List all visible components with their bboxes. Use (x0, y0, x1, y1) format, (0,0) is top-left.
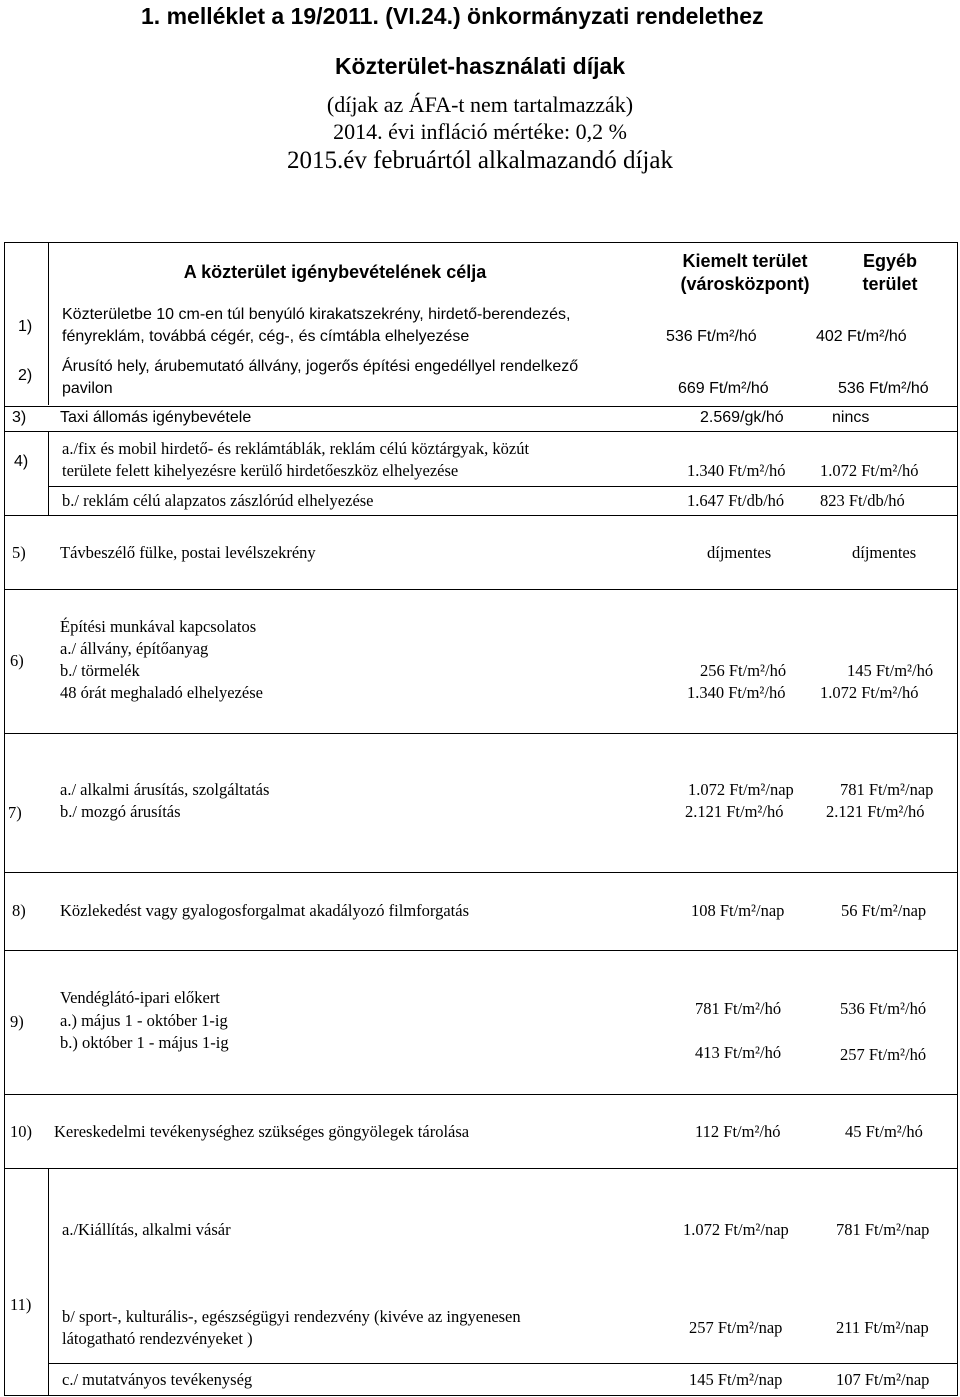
row-number: 8) (12, 901, 26, 920)
header-purpose: A közterület igénybevételének célja (183, 262, 487, 282)
row-11b-description-line2: látogatható rendezvényeket ) (62, 1329, 253, 1348)
row-5-egyeb-fee: díjmentes (852, 543, 917, 562)
row-number: 5) (12, 543, 26, 562)
row-number: 11) (10, 1295, 32, 1314)
row-11c-kiemelt-fee: 145 Ft/m²/nap (689, 1370, 783, 1389)
row-1-kiemelt-fee: 536 Ft/m²/hó (666, 328, 757, 345)
header-egyeb-line1: Egyéb (862, 251, 918, 271)
annex-title: 1. melléklet a 19/2011. (VI.24.) önkormányzati rendelethez (141, 3, 764, 29)
row-number: 10) (10, 1122, 32, 1141)
row-9b-kiemelt-fee: 413 Ft/m²/hó (695, 1043, 782, 1062)
header-kiemelt-line1: Kiemelt terület (682, 251, 808, 271)
row-3-kiemelt-fee: 2.569/gk/hó (700, 409, 784, 426)
row-9-description-line2: a.) május 1 - október 1-ig (60, 1011, 228, 1030)
row-11c-egyeb-fee: 107 Ft/m²/nap (836, 1370, 930, 1389)
row-7-description-line1: a./ alkalmi árusítás, szolgáltatás (60, 780, 270, 799)
row-8-egyeb-fee: 56 Ft/m²/nap (841, 901, 927, 920)
row-11b-kiemelt-fee: 257 Ft/m²/nap (689, 1318, 783, 1337)
row-6-description-line2: a./ állvány, építőanyag (60, 639, 209, 658)
row-9a-kiemelt-fee: 781 Ft/m²/hó (695, 999, 782, 1018)
row-4b-egyeb-fee: 823 Ft/db/hó (820, 491, 905, 510)
row-9a-egyeb-fee: 536 Ft/m²/hó (840, 999, 927, 1018)
row-7a-kiemelt-fee: 1.072 Ft/m²/nap (688, 780, 794, 799)
main-title: Közterület-használati díjak (334, 53, 626, 79)
row-5-kiemelt-fee: díjmentes (707, 543, 772, 562)
row-4b-description: b./ reklám célú alapzatos zászlórúd elhelyezése (62, 491, 374, 510)
row-6b-kiemelt-fee: 1.340 Ft/m²/hó (687, 683, 786, 702)
row-number: 9) (10, 1012, 24, 1031)
row-1-egyeb-fee: 402 Ft/m²/hó (816, 328, 907, 345)
row-4a-description-line1: a./fix és mobil hirdető- és reklámtáblák, reklám célú köztárgyak, közút (62, 439, 530, 458)
row-2-description-line1: Árusító hely, árubemutató állvány, jogerős építési engedéllyel rendelkező (62, 358, 579, 375)
row-7b-kiemelt-fee: 2.121 Ft/m²/hó (685, 802, 784, 821)
row-10-description: Kereskedelmi tevékenységhez szükséges göngyölegek tárolása (54, 1122, 470, 1141)
row-1-description-line2: fényreklám, továbbá cégér, cég-, és címtábla elhelyezése (62, 328, 470, 345)
row-7a-egyeb-fee: 781 Ft/m²/nap (840, 780, 934, 799)
row-2-description-line2: pavilon (62, 380, 113, 397)
row-11a-description: a./Kiállítás, alkalmi vásár (62, 1220, 231, 1239)
row-number: 3) (12, 409, 27, 426)
row-7b-egyeb-fee: 2.121 Ft/m²/hó (826, 802, 925, 821)
row-6-description-line1: Építési munkával kapcsolatos (60, 617, 257, 636)
row-11b-egyeb-fee: 211 Ft/m²/nap (836, 1318, 929, 1337)
row-3-egyeb-fee: nincs (832, 409, 870, 426)
header-egyeb-line2: terület (862, 274, 918, 294)
row-6-description-line3: b./ törmelék (60, 661, 140, 680)
row-number: 2) (18, 367, 33, 384)
row-4a-description-line2: területe felett kihelyezésre kerülő hirdetőeszköz elhelyezése (62, 461, 459, 480)
row-9b-egyeb-fee: 257 Ft/m²/hó (840, 1045, 927, 1064)
row-10-kiemelt-fee: 112 Ft/m²/hó (695, 1122, 781, 1141)
row-number: 6) (10, 651, 24, 670)
row-10-egyeb-fee: 45 Ft/m²/hó (845, 1122, 923, 1141)
row-4b-kiemelt-fee: 1.647 Ft/db/hó (687, 491, 785, 510)
row-6a-egyeb-fee: 145 Ft/m²/hó (847, 661, 934, 680)
row-9-description-line1: Vendéglátó-ipari előkert (60, 988, 220, 1007)
row-4a-kiemelt-fee: 1.340 Ft/m²/hó (687, 461, 786, 480)
row-6b-egyeb-fee: 1.072 Ft/m²/hó (820, 683, 919, 702)
row-11a-kiemelt-fee: 1.072 Ft/m²/nap (683, 1220, 789, 1239)
row-11b-description-line1: b/ sport-, kulturális-, egészségügyi rendezvény (kivéve az ingyenesen (62, 1307, 521, 1326)
row-number: 7) (8, 803, 22, 822)
row-3-description: Taxi állomás igénybevétele (60, 409, 252, 426)
header-kiemelt-line2: (városközpont) (680, 274, 810, 294)
subtitle-vat: (díjak az ÁFA-t nem tartalmazzák) (326, 92, 634, 117)
subtitle-applicable: 2015.év februártól alkalmazandó díjak (287, 147, 673, 174)
row-2-kiemelt-fee: 669 Ft/m²/hó (678, 380, 769, 397)
row-1-description-line1: Közterületbe 10 cm-en túl benyúló kirakatszekrény, hirdető-berendezés, (62, 306, 571, 323)
row-4a-egyeb-fee: 1.072 Ft/m²/hó (820, 461, 919, 480)
row-11c-description: c./ mutatványos tevékenység (62, 1370, 253, 1389)
row-8-kiemelt-fee: 108 Ft/m²/nap (691, 901, 785, 920)
row-number: 1) (18, 318, 33, 335)
row-11a-egyeb-fee: 781 Ft/m²/nap (836, 1220, 930, 1239)
row-number: 4) (14, 453, 29, 470)
row-2-egyeb-fee: 536 Ft/m²/hó (838, 380, 929, 397)
subtitle-inflation: 2014. évi infláció mértéke: 0,2 % (333, 119, 627, 144)
row-7-description-line2: b./ mozgó árusítás (60, 802, 181, 821)
row-5-description: Távbeszélő fülke, postai levélszekrény (60, 543, 316, 562)
row-6-description-line4: 48 órát meghaladó elhelyezése (60, 683, 263, 702)
row-8-description: Közlekedést vagy gyalogosforgalmat akadályozó filmforgatás (60, 901, 470, 920)
row-6a-kiemelt-fee: 256 Ft/m²/hó (700, 661, 787, 680)
row-9-description-line3: b.) október 1 - május 1-ig (60, 1033, 229, 1052)
